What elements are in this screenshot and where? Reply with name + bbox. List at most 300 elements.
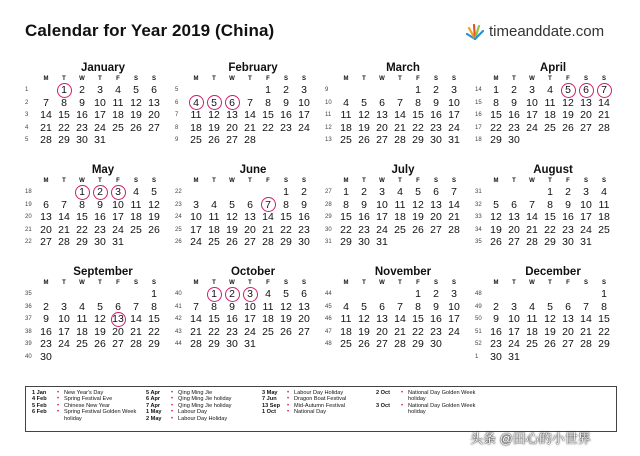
day-cell[interactable]: 22 [58, 121, 70, 134]
day-cell[interactable]: 2 [283, 84, 289, 96]
day-cell[interactable]: 18 [544, 109, 556, 121]
day-cell[interactable]: 19 [358, 121, 370, 134]
day-cell[interactable]: 11 [340, 109, 352, 121]
day-cell[interactable]: 27 [430, 223, 442, 236]
day-cell[interactable]: 25 [130, 223, 142, 236]
day-cell[interactable]: 22 [148, 325, 160, 338]
day-cell[interactable]: 15 [76, 211, 88, 223]
day-cell[interactable]: 17 [244, 313, 256, 325]
day-cell[interactable]: 12 [412, 198, 424, 211]
day-cell[interactable]: 9 [283, 96, 289, 109]
day-cell[interactable]: 17 [580, 211, 592, 223]
day-cell[interactable]: 8 [151, 300, 157, 313]
day-cell[interactable]: 23 [280, 121, 292, 134]
day-cell[interactable]: 17 [190, 223, 202, 236]
day-cell[interactable]: 23 [226, 325, 238, 338]
day-cell[interactable]: 23 [76, 121, 88, 134]
day-cell[interactable]: 26 [358, 338, 370, 350]
day-cell[interactable]: 25 [394, 223, 406, 236]
day-cell[interactable]: 8 [415, 96, 421, 109]
day-cell[interactable]: 28 [394, 134, 406, 146]
day-cell[interactable]: 5 [133, 84, 139, 96]
day-cell[interactable]: 30 [226, 338, 238, 350]
day-cell[interactable]: 2 [43, 300, 49, 313]
day-cell[interactable]: 15 [412, 109, 424, 121]
day-cell[interactable]: 3 [61, 300, 67, 313]
day-cell[interactable]: 12 [148, 198, 160, 211]
day-cell[interactable]: 5 [97, 300, 103, 313]
day-cell[interactable]: 14 [244, 109, 256, 121]
day-cell[interactable]: 25 [112, 121, 124, 134]
day-cell[interactable]: 28 [40, 134, 52, 146]
day-cell[interactable]: 18 [526, 325, 538, 338]
day-cell[interactable]: 25 [262, 325, 274, 338]
day-cell[interactable]: 2 [433, 288, 439, 300]
holiday-day-cell[interactable]: 6 [577, 84, 595, 97]
day-cell[interactable]: 19 [130, 109, 142, 121]
day-cell[interactable]: 1 [415, 288, 421, 300]
day-cell[interactable]: 7 [397, 96, 403, 109]
day-cell[interactable]: 24 [526, 121, 538, 134]
day-cell[interactable]: 27 [226, 134, 238, 146]
day-cell[interactable]: 18 [190, 121, 202, 134]
day-cell[interactable]: 10 [526, 96, 538, 109]
day-cell[interactable]: 9 [229, 300, 235, 313]
day-cell[interactable]: 4 [79, 300, 85, 313]
day-cell[interactable]: 18 [340, 325, 352, 338]
day-cell[interactable]: 14 [580, 313, 592, 325]
day-cell[interactable]: 19 [226, 223, 238, 236]
day-cell[interactable]: 26 [562, 121, 574, 134]
day-cell[interactable]: 18 [262, 313, 274, 325]
day-cell[interactable]: 19 [208, 121, 220, 134]
day-cell[interactable]: 9 [361, 198, 367, 211]
day-cell[interactable]: 29 [58, 134, 70, 146]
day-cell[interactable]: 2 [433, 84, 439, 96]
day-cell[interactable]: 23 [430, 325, 442, 338]
day-cell[interactable]: 16 [40, 325, 52, 338]
day-cell[interactable]: 23 [490, 338, 502, 350]
holiday-day-cell[interactable]: 5 [559, 84, 577, 97]
day-cell[interactable]: 3 [97, 84, 103, 96]
day-cell[interactable]: 31 [448, 134, 460, 146]
day-cell[interactable]: 3 [529, 84, 535, 96]
day-cell[interactable]: 3 [583, 186, 589, 198]
day-cell[interactable]: 9 [433, 96, 439, 109]
day-cell[interactable]: 4 [211, 198, 217, 211]
day-cell[interactable]: 31 [112, 236, 124, 248]
day-cell[interactable]: 16 [358, 211, 370, 223]
day-cell[interactable]: 4 [529, 300, 535, 313]
day-cell[interactable]: 11 [544, 96, 556, 109]
day-cell[interactable]: 9 [79, 96, 85, 109]
day-cell[interactable]: 24 [376, 223, 388, 236]
day-cell[interactable]: 12 [490, 211, 502, 223]
day-cell[interactable]: 4 [601, 186, 607, 198]
day-cell[interactable]: 26 [148, 223, 160, 236]
day-cell[interactable]: 10 [448, 300, 460, 313]
day-cell[interactable]: 16 [508, 109, 520, 121]
day-cell[interactable]: 30 [430, 338, 442, 350]
day-cell[interactable]: 10 [244, 300, 256, 313]
day-cell[interactable]: 25 [598, 223, 610, 236]
day-cell[interactable]: 6 [247, 198, 253, 211]
day-cell[interactable]: 12 [208, 109, 220, 121]
day-cell[interactable]: 21 [190, 325, 202, 338]
day-cell[interactable]: 8 [547, 198, 553, 211]
day-cell[interactable]: 7 [193, 300, 199, 313]
day-cell[interactable]: 14 [262, 211, 274, 223]
day-cell[interactable]: 10 [298, 96, 310, 109]
day-cell[interactable]: 7 [583, 300, 589, 313]
day-cell[interactable]: 16 [562, 211, 574, 223]
day-cell[interactable]: 19 [148, 211, 160, 223]
day-cell[interactable]: 26 [358, 134, 370, 146]
day-cell[interactable]: 16 [280, 109, 292, 121]
day-cell[interactable]: 13 [562, 313, 574, 325]
day-cell[interactable]: 5 [361, 300, 367, 313]
day-cell[interactable]: 7 [133, 300, 139, 313]
day-cell[interactable]: 21 [526, 223, 538, 236]
day-cell[interactable]: 20 [244, 223, 256, 236]
day-cell[interactable]: 27 [298, 325, 310, 338]
day-cell[interactable]: 24 [298, 121, 310, 134]
day-cell[interactable]: 14 [598, 96, 610, 109]
day-cell[interactable]: 25 [208, 236, 220, 248]
day-cell[interactable]: 22 [340, 223, 352, 236]
day-cell[interactable]: 2 [301, 186, 307, 198]
day-cell[interactable]: 10 [112, 198, 124, 211]
day-cell[interactable]: 20 [148, 109, 160, 121]
day-cell[interactable]: 11 [130, 198, 142, 211]
day-cell[interactable]: 9 [301, 198, 307, 211]
day-cell[interactable]: 11 [190, 109, 202, 121]
day-cell[interactable]: 20 [376, 325, 388, 338]
day-cell[interactable]: 12 [358, 313, 370, 325]
day-cell[interactable]: 14 [40, 109, 52, 121]
day-cell[interactable]: 13 [430, 198, 442, 211]
day-cell[interactable]: 18 [130, 211, 142, 223]
day-cell[interactable]: 16 [490, 325, 502, 338]
holiday-day-cell[interactable]: 5 [205, 97, 223, 110]
holiday-day-cell[interactable]: 1 [55, 84, 73, 97]
day-cell[interactable]: 13 [40, 211, 52, 223]
day-cell[interactable]: 17 [448, 313, 460, 325]
day-cell[interactable]: 6 [115, 300, 121, 313]
day-cell[interactable]: 16 [94, 211, 106, 223]
day-cell[interactable]: 2 [79, 84, 85, 96]
day-cell[interactable]: 15 [544, 211, 556, 223]
day-cell[interactable]: 30 [358, 236, 370, 248]
day-cell[interactable]: 19 [490, 223, 502, 236]
day-cell[interactable]: 13 [376, 109, 388, 121]
day-cell[interactable]: 14 [58, 211, 70, 223]
day-cell[interactable]: 26 [490, 236, 502, 248]
day-cell[interactable]: 31 [508, 350, 520, 363]
day-cell[interactable]: 10 [58, 313, 70, 325]
day-cell[interactable]: 14 [394, 109, 406, 121]
day-cell[interactable]: 15 [340, 211, 352, 223]
day-cell[interactable]: 16 [226, 313, 238, 325]
day-cell[interactable]: 18 [340, 121, 352, 134]
day-cell[interactable]: 29 [148, 338, 160, 350]
day-cell[interactable]: 18 [208, 223, 220, 236]
day-cell[interactable]: 26 [94, 338, 106, 350]
day-cell[interactable]: 28 [526, 236, 538, 248]
day-cell[interactable]: 26 [280, 325, 292, 338]
day-cell[interactable]: 11 [76, 313, 88, 325]
day-cell[interactable]: 24 [58, 338, 70, 350]
day-cell[interactable]: 21 [448, 211, 460, 223]
day-cell[interactable]: 15 [490, 109, 502, 121]
day-cell[interactable]: 22 [280, 223, 292, 236]
day-cell[interactable]: 14 [526, 211, 538, 223]
day-cell[interactable]: 28 [58, 236, 70, 248]
day-cell[interactable]: 27 [376, 338, 388, 350]
day-cell[interactable]: 26 [226, 236, 238, 248]
day-cell[interactable]: 21 [262, 223, 274, 236]
day-cell[interactable]: 12 [280, 300, 292, 313]
holiday-day-cell[interactable]: 7 [595, 84, 613, 97]
day-cell[interactable]: 13 [580, 96, 592, 109]
day-cell[interactable]: 15 [280, 211, 292, 223]
day-cell[interactable]: 31 [244, 338, 256, 350]
day-cell[interactable]: 11 [340, 313, 352, 325]
day-cell[interactable]: 1 [265, 84, 271, 96]
day-cell[interactable]: 14 [394, 313, 406, 325]
day-cell[interactable]: 12 [130, 96, 142, 109]
day-cell[interactable]: 20 [580, 109, 592, 121]
day-cell[interactable]: 15 [148, 313, 160, 325]
day-cell[interactable]: 7 [451, 186, 457, 198]
day-cell[interactable]: 18 [76, 325, 88, 338]
day-cell[interactable]: 22 [76, 223, 88, 236]
day-cell[interactable]: 20 [226, 121, 238, 134]
day-cell[interactable]: 30 [490, 350, 502, 363]
day-cell[interactable]: 7 [529, 198, 535, 211]
day-cell[interactable]: 24 [244, 325, 256, 338]
day-cell[interactable]: 29 [340, 236, 352, 248]
day-cell[interactable]: 15 [412, 313, 424, 325]
holiday-day-cell[interactable]: 1 [73, 186, 91, 199]
day-cell[interactable]: 21 [40, 121, 52, 134]
day-cell[interactable]: 27 [580, 121, 592, 134]
day-cell[interactable]: 4 [343, 96, 349, 109]
day-cell[interactable]: 8 [265, 96, 271, 109]
day-cell[interactable]: 17 [298, 109, 310, 121]
day-cell[interactable]: 6 [433, 186, 439, 198]
day-cell[interactable]: 27 [562, 338, 574, 350]
day-cell[interactable]: 16 [430, 109, 442, 121]
day-cell[interactable]: 22 [412, 121, 424, 134]
day-cell[interactable]: 28 [394, 338, 406, 350]
day-cell[interactable]: 9 [433, 300, 439, 313]
day-cell[interactable]: 28 [598, 121, 610, 134]
day-cell[interactable]: 1 [601, 288, 607, 300]
day-cell[interactable]: 20 [430, 211, 442, 223]
day-cell[interactable]: 17 [448, 109, 460, 121]
day-cell[interactable]: 29 [280, 236, 292, 248]
day-cell[interactable]: 28 [130, 338, 142, 350]
day-cell[interactable]: 27 [40, 236, 52, 248]
day-cell[interactable]: 17 [112, 211, 124, 223]
day-cell[interactable]: 23 [298, 223, 310, 236]
day-cell[interactable]: 6 [511, 198, 517, 211]
holiday-day-cell[interactable]: 3 [109, 186, 127, 199]
day-cell[interactable]: 21 [244, 121, 256, 134]
day-cell[interactable]: 29 [544, 236, 556, 248]
day-cell[interactable]: 5 [415, 186, 421, 198]
holiday-day-cell[interactable]: 1 [205, 288, 223, 301]
timeanddate-logo[interactable] [464, 22, 604, 40]
day-cell[interactable]: 8 [79, 198, 85, 211]
day-cell[interactable]: 2 [493, 300, 499, 313]
day-cell[interactable]: 8 [211, 300, 217, 313]
day-cell[interactable]: 22 [208, 325, 220, 338]
day-cell[interactable]: 14 [130, 313, 142, 325]
day-cell[interactable]: 24 [448, 325, 460, 338]
day-cell[interactable]: 24 [112, 223, 124, 236]
day-cell[interactable]: 19 [562, 109, 574, 121]
day-cell[interactable]: 21 [394, 121, 406, 134]
day-cell[interactable]: 30 [298, 236, 310, 248]
day-cell[interactable]: 8 [283, 198, 289, 211]
day-cell[interactable]: 25 [340, 338, 352, 350]
day-cell[interactable]: 4 [397, 186, 403, 198]
day-cell[interactable]: 29 [76, 236, 88, 248]
day-cell[interactable]: 18 [598, 211, 610, 223]
day-cell[interactable]: 26 [412, 223, 424, 236]
day-cell[interactable]: 9 [43, 313, 49, 325]
day-cell[interactable]: 5 [283, 288, 289, 300]
day-cell[interactable]: 31 [580, 236, 592, 248]
day-cell[interactable]: 6 [379, 300, 385, 313]
day-cell[interactable]: 13 [244, 211, 256, 223]
day-cell[interactable]: 1 [283, 186, 289, 198]
day-cell[interactable]: 25 [190, 134, 202, 146]
day-cell[interactable]: 7 [43, 96, 49, 109]
day-cell[interactable]: 12 [562, 96, 574, 109]
day-cell[interactable]: 21 [58, 223, 70, 236]
day-cell[interactable]: 13 [508, 211, 520, 223]
day-cell[interactable]: 6 [301, 288, 307, 300]
day-cell[interactable]: 28 [244, 134, 256, 146]
day-cell[interactable]: 30 [94, 236, 106, 248]
day-cell[interactable]: 29 [598, 338, 610, 350]
day-cell[interactable]: 28 [448, 223, 460, 236]
day-cell[interactable]: 5 [229, 198, 235, 211]
day-cell[interactable]: 21 [130, 325, 142, 338]
day-cell[interactable]: 28 [190, 338, 202, 350]
day-cell[interactable]: 2 [361, 186, 367, 198]
day-cell[interactable]: 30 [508, 134, 520, 146]
day-cell[interactable]: 18 [112, 109, 124, 121]
day-cell[interactable]: 30 [562, 236, 574, 248]
day-cell[interactable]: 11 [394, 198, 406, 211]
day-cell[interactable]: 5 [547, 300, 553, 313]
day-cell[interactable]: 5 [493, 198, 499, 211]
day-cell[interactable]: 10 [376, 198, 388, 211]
day-cell[interactable]: 29 [490, 134, 502, 146]
day-cell[interactable]: 13 [226, 109, 238, 121]
day-cell[interactable]: 3 [451, 84, 457, 96]
day-cell[interactable]: 17 [376, 211, 388, 223]
day-cell[interactable]: 9 [97, 198, 103, 211]
day-cell[interactable]: 20 [562, 325, 574, 338]
day-cell[interactable]: 23 [94, 223, 106, 236]
day-cell[interactable]: 1 [493, 84, 499, 96]
day-cell[interactable]: 19 [412, 211, 424, 223]
day-cell[interactable]: 12 [94, 313, 106, 325]
day-cell[interactable]: 23 [430, 121, 442, 134]
day-cell[interactable]: 24 [94, 121, 106, 134]
day-cell[interactable]: 25 [340, 134, 352, 146]
day-cell[interactable]: 7 [247, 96, 253, 109]
day-cell[interactable]: 1 [343, 186, 349, 198]
day-cell[interactable]: 8 [415, 300, 421, 313]
day-cell[interactable]: 11 [598, 198, 610, 211]
day-cell[interactable]: 8 [343, 198, 349, 211]
day-cell[interactable]: 23 [508, 121, 520, 134]
day-cell[interactable]: 15 [58, 109, 70, 121]
day-cell[interactable]: 26 [544, 338, 556, 350]
holiday-day-cell[interactable]: 7 [259, 199, 277, 212]
day-cell[interactable]: 10 [508, 313, 520, 325]
day-cell[interactable]: 3 [379, 186, 385, 198]
holiday-day-cell[interactable]: 13 [109, 313, 127, 326]
day-cell[interactable]: 16 [76, 109, 88, 121]
day-cell[interactable]: 29 [412, 134, 424, 146]
day-cell[interactable]: 26 [208, 134, 220, 146]
day-cell[interactable]: 9 [493, 313, 499, 325]
day-cell[interactable]: 21 [598, 109, 610, 121]
day-cell[interactable]: 10 [94, 96, 106, 109]
day-cell[interactable]: 29 [208, 338, 220, 350]
day-cell[interactable]: 24 [580, 223, 592, 236]
day-cell[interactable]: 17 [526, 109, 538, 121]
day-cell[interactable]: 27 [148, 121, 160, 134]
day-cell[interactable]: 26 [130, 121, 142, 134]
day-cell[interactable]: 23 [40, 338, 52, 350]
day-cell[interactable]: 20 [376, 121, 388, 134]
day-cell[interactable]: 13 [148, 96, 160, 109]
day-cell[interactable]: 5 [361, 96, 367, 109]
day-cell[interactable]: 6 [565, 300, 571, 313]
day-cell[interactable]: 12 [226, 211, 238, 223]
day-cell[interactable]: 18 [394, 211, 406, 223]
day-cell[interactable]: 23 [562, 223, 574, 236]
day-cell[interactable]: 20 [40, 223, 52, 236]
day-cell[interactable]: 30 [430, 134, 442, 146]
day-cell[interactable]: 10 [190, 211, 202, 223]
day-cell[interactable]: 19 [94, 325, 106, 338]
day-cell[interactable]: 8 [601, 300, 607, 313]
day-cell[interactable]: 9 [511, 96, 517, 109]
day-cell[interactable]: 20 [298, 313, 310, 325]
day-cell[interactable]: 11 [526, 313, 538, 325]
day-cell[interactable]: 27 [244, 236, 256, 248]
day-cell[interactable]: 15 [208, 313, 220, 325]
holiday-day-cell[interactable]: 4 [187, 97, 205, 110]
day-cell[interactable]: 13 [298, 300, 310, 313]
day-cell[interactable]: 3 [301, 84, 307, 96]
day-cell[interactable]: 1 [547, 186, 553, 198]
day-cell[interactable]: 12 [358, 109, 370, 121]
day-cell[interactable]: 4 [265, 288, 271, 300]
day-cell[interactable]: 14 [448, 198, 460, 211]
day-cell[interactable]: 4 [115, 84, 121, 96]
day-cell[interactable]: 17 [58, 325, 70, 338]
